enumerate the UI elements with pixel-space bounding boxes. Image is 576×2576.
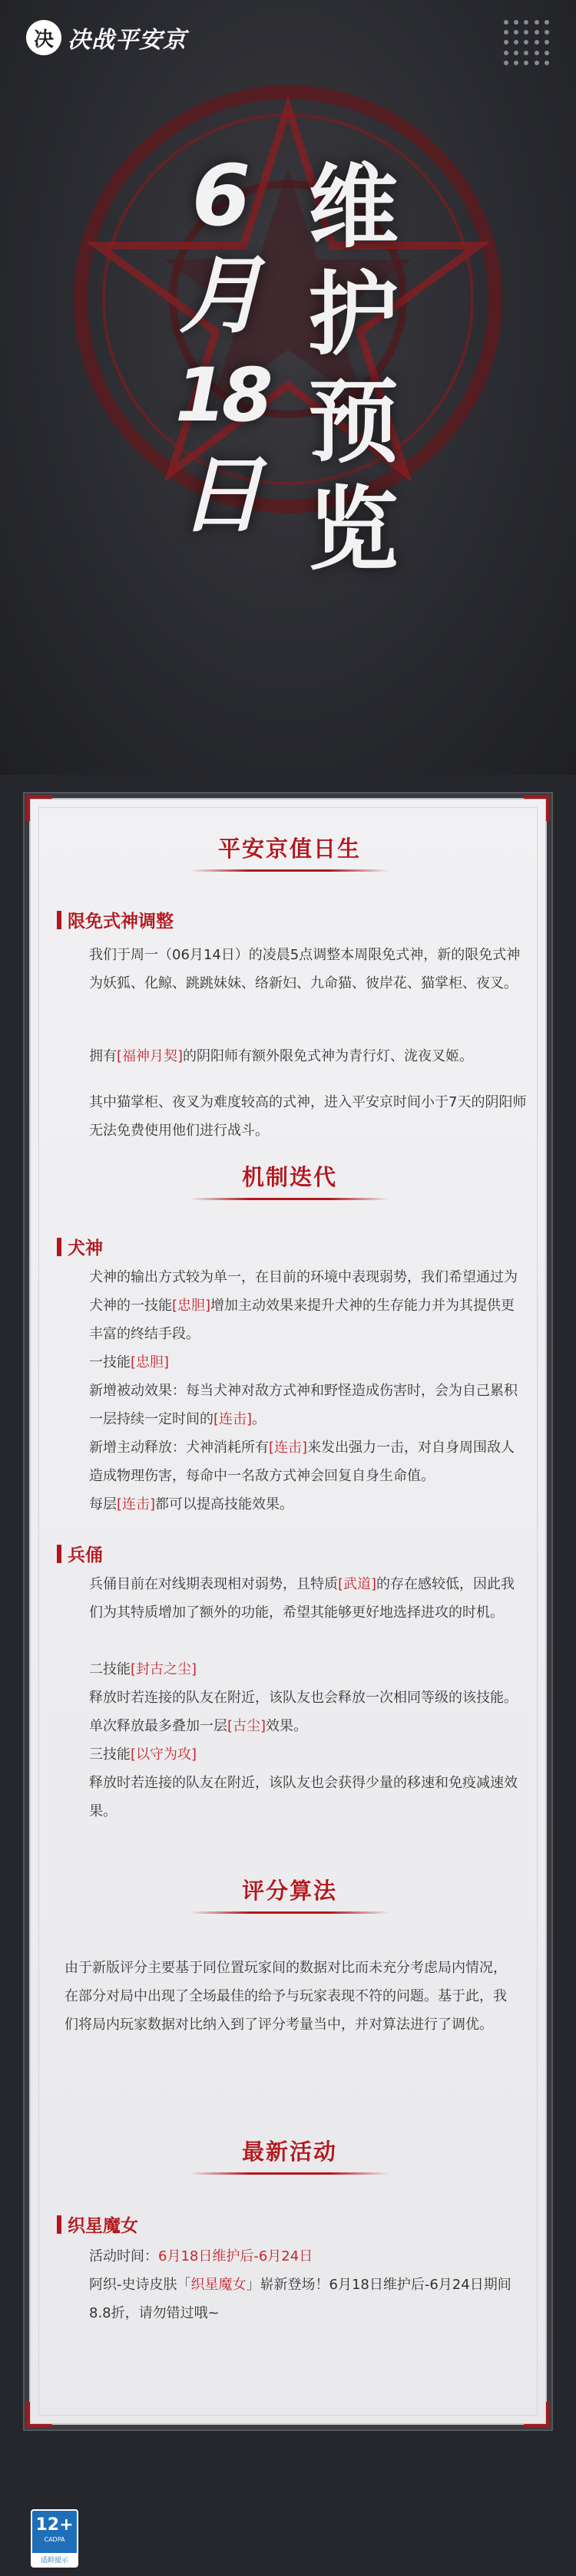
- logo-mark: 决: [26, 20, 61, 55]
- text: 。: [252, 1411, 266, 1427]
- highlight-text: [忠胆]: [131, 1354, 170, 1370]
- paragraph: [89, 1377, 527, 1433]
- text: 的阴阳师有额外限免式神为青行灯、泷夜叉姬。: [183, 1048, 474, 1064]
- highlight-text: 6月18日维护后-6月24日: [158, 2248, 313, 2264]
- hero-title-char: 览: [307, 477, 399, 582]
- hero-date-month-char: 月: [179, 246, 263, 345]
- paragraph: [89, 1490, 527, 1519]
- rating-org: CADPA: [44, 2536, 65, 2543]
- text: 效果。: [266, 1718, 308, 1734]
- text: 新增主动释放：犬神消耗所有: [89, 1440, 269, 1456]
- text: 三技能: [89, 1746, 131, 1763]
- paragraph: [89, 2271, 527, 2327]
- text: 拥有: [89, 1048, 117, 1064]
- paragraph: [89, 1655, 527, 1684]
- hero-date: [175, 146, 267, 545]
- paragraph: 由于新版评分主要基于同位置玩家间的数据对比而未充分考虑局内情况，在部分对局中出现了全场最佳的给予与玩家表现不符的问题。基于此，我们将局内玩家数据对比纳入到了评分考量当中，并对算法进行了调优。: [65, 1960, 507, 2033]
- section-title-mechanics: [31, 1160, 548, 1200]
- highlight-text: [连击]: [269, 1440, 308, 1456]
- text: 活动时间：: [89, 2248, 158, 2264]
- hero-title-char: 预: [307, 369, 399, 475]
- hero-date-month-num: 6: [191, 147, 251, 245]
- section-divider: [190, 2172, 389, 2175]
- text: 增加主动效果来提升犬神的生存能力并为其提供更丰富的终结手段。: [89, 1298, 515, 1342]
- paragraph: [89, 1042, 527, 1070]
- hero-title: [300, 153, 407, 583]
- paragraph: [89, 1570, 527, 1627]
- section-divider: [190, 869, 389, 872]
- paragraph: [89, 1348, 527, 1377]
- highlight-text: [封古之尘]: [131, 1661, 197, 1677]
- paragraph: [89, 1433, 527, 1490]
- section-divider: [190, 1198, 389, 1200]
- highlight-text: [福神月契]: [117, 1048, 184, 1064]
- subsection-bar: [57, 2215, 61, 2234]
- paragraph: 其中猫掌柜、夜叉为难度较高的式神，进入平安京时间小于7天的阴阳师无法免费使用他们进行战斗。: [89, 1094, 527, 1139]
- text: 兵俑目前在对线期表现相对弱势，且特质: [89, 1576, 338, 1592]
- text: 释放时若连接的队友在附近，该队友也会释放一次相同等级的该技能。单次释放最多叠加一层: [89, 1690, 518, 1734]
- footer: [0, 2456, 576, 2576]
- hero-banner: [0, 0, 576, 775]
- section-title-text: 机制迭代: [241, 1164, 337, 1190]
- paragraph: [89, 2242, 527, 2271]
- subsection-title-free-shikigami: [57, 907, 174, 932]
- logo-text: 决战平安京: [68, 27, 187, 54]
- subsection-title-heiyong: [57, 1541, 103, 1566]
- text: 来发出强力一击，对自身周围敌人造成物理伤害，每命中一名敌方式神会回复自身生命值。: [89, 1440, 515, 1484]
- card-corner: [26, 795, 52, 821]
- section-divider: [190, 1911, 389, 1914]
- text: 新增被动效果：每当犬神对敌方式神和野怪造成伤害时，会为自己累积一层持续一定时间的: [89, 1383, 518, 1427]
- subsection-title-text: 兵俑: [68, 1545, 103, 1565]
- hero-title-char: 维: [307, 154, 399, 260]
- section-title-scoring: [31, 1874, 548, 1914]
- subsection-title-inugami: [57, 1234, 103, 1259]
- hero-title-char: 护: [307, 262, 399, 368]
- subsection-title-text: 犬神: [68, 1239, 103, 1258]
- section-title-text: 评分算法: [241, 1878, 337, 1904]
- content-card: [29, 798, 547, 2425]
- highlight-text: [以守为攻]: [131, 1746, 197, 1763]
- subsection-title-text: 织星魔女: [68, 2216, 138, 2236]
- hero-date-day-num: 18: [175, 352, 269, 438]
- rating-tip: 适龄提示: [32, 2553, 77, 2566]
- text: 的存在感较低，因此我们为其特质增加了额外的功能，希望其能够更好地选择进攻的时机。: [89, 1576, 515, 1621]
- paragraph: [89, 1263, 527, 1348]
- text: 每层: [89, 1496, 117, 1512]
- subsection-title-text: 限免式神调整: [68, 912, 174, 932]
- shikigami-emblem-icon: [73, 84, 503, 514]
- section-title-duty: [31, 832, 548, 872]
- text: 阿织-史诗皮肤「: [89, 2277, 191, 2293]
- highlight-text: [古尘]: [227, 1718, 266, 1734]
- card-corner: [26, 2402, 52, 2428]
- subsection-bar: [57, 1545, 61, 1563]
- text: 」崭新登场！6月18日维护后-6月24日期间8.8折，请勿错过哦~: [89, 2277, 511, 2321]
- age-rating: 12+: [35, 2515, 74, 2535]
- highlight-text: [连击]: [214, 1411, 253, 1427]
- text: 都可以提高技能效果。: [155, 1496, 294, 1512]
- game-logo[interactable]: [26, 20, 187, 55]
- paragraph: [89, 1740, 527, 1769]
- highlight-text: [连击]: [117, 1496, 156, 1512]
- subsection-bar: [57, 911, 61, 929]
- hero-date-day-char: 日: [179, 446, 263, 544]
- paragraph: [89, 1684, 527, 1740]
- section-title-text: 最新活动: [241, 2139, 337, 2165]
- highlight-text: [忠胆]: [172, 1298, 211, 1314]
- text: 二技能: [89, 1661, 131, 1677]
- card-corner: [524, 2402, 550, 2428]
- highlight-text: [武道]: [338, 1576, 377, 1592]
- text: 一技能: [89, 1354, 131, 1370]
- section-title-events: [31, 2135, 548, 2175]
- section-title-text: 平安京值日生: [217, 836, 361, 862]
- subsection-bar: [57, 1238, 61, 1256]
- text: 犬神的输出方式较为单一，在目前的环境中表现弱势，我们希望通过为犬神的一技能: [89, 1269, 518, 1314]
- dots-grid-icon: [504, 20, 550, 66]
- highlight-text: 织星魔女: [190, 2277, 247, 2293]
- card-corner: [524, 795, 550, 821]
- subsection-title-event: [57, 2212, 138, 2237]
- age-rating-badge: [31, 2509, 78, 2568]
- paragraph: 释放时若连接的队友在附近，该队友也会获得少量的移速和免疫减速效果。: [89, 1775, 518, 1819]
- paragraph: 我们于周一（06月14日）的凌晨5点调整本周限免式神，新的限免式神为妖狐、化鲸、跳跳妹妹、络新妇、九命猫、彼岸花、猫掌柜、夜叉。: [89, 947, 521, 991]
